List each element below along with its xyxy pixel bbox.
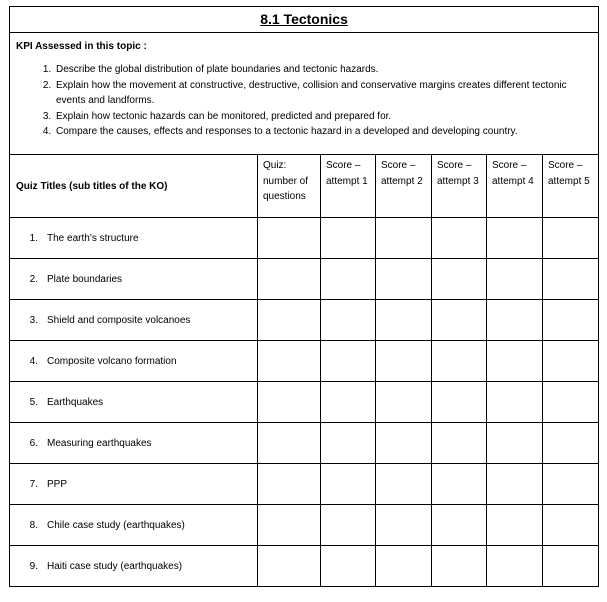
- score-attempt-2-cell[interactable]: [376, 300, 432, 341]
- table-row: [10, 464, 599, 505]
- table-row: [10, 218, 599, 259]
- score-attempt-1-cell[interactable]: [321, 382, 376, 423]
- quiz-count-cell[interactable]: [258, 300, 321, 341]
- kpi-item: 2. Explain how the movement at constructive, destructive, collision and conservative margins creates different tectonic events and landforms.: [54, 78, 598, 109]
- quiz-title: Haiti case study (earthquakes): [47, 560, 183, 572]
- score-attempt-2-cell[interactable]: [376, 382, 432, 423]
- table-row: [10, 505, 599, 546]
- score-attempt-3-cell[interactable]: [432, 423, 487, 464]
- score-attempt-5-cell[interactable]: [543, 259, 599, 300]
- table-row: [10, 382, 599, 423]
- score-attempt-2-cell[interactable]: [376, 464, 432, 505]
- score-attempt-1-cell[interactable]: [321, 259, 376, 300]
- score-attempt-3-header: Score – attempt 3: [432, 155, 487, 218]
- quiz-count-cell[interactable]: [258, 259, 321, 300]
- quiz-number: 1.: [29, 232, 38, 244]
- quiz-count-cell[interactable]: [258, 546, 321, 587]
- quiz-count-cell[interactable]: [258, 341, 321, 382]
- score-attempt-1-cell[interactable]: [321, 341, 376, 382]
- quiz-count-cell[interactable]: [258, 218, 321, 259]
- page-title: 8.1 Tectonics: [260, 11, 348, 27]
- score-attempt-2-cell[interactable]: [376, 259, 432, 300]
- score-attempt-4-cell[interactable]: [487, 259, 543, 300]
- quiz-title-cell: [10, 546, 258, 587]
- score-attempt-2-cell[interactable]: [376, 423, 432, 464]
- score-attempt-4-cell[interactable]: [487, 546, 543, 587]
- quiz-title-cell: [10, 300, 258, 341]
- score-attempt-4-cell[interactable]: [487, 505, 543, 546]
- score-attempt-2-header: Score – attempt 2: [376, 155, 432, 218]
- quiz-number: 8.: [29, 519, 38, 531]
- score-attempt-3-cell[interactable]: [432, 382, 487, 423]
- kpi-list: [10, 62, 598, 140]
- title-cell: [10, 7, 599, 33]
- quiz-number: 9.: [29, 560, 38, 572]
- score-attempt-3-cell[interactable]: [432, 505, 487, 546]
- score-attempt-3-cell[interactable]: [432, 259, 487, 300]
- kpi-item: 3. Explain how tectonic hazards can be monitored, predicted and prepared for.: [54, 109, 598, 125]
- score-attempt-4-cell[interactable]: [487, 382, 543, 423]
- quiz-number: 7.: [29, 478, 38, 490]
- score-attempt-5-cell[interactable]: [543, 423, 599, 464]
- table-row: [10, 300, 599, 341]
- score-attempt-5-header: Score – attempt 5: [543, 155, 599, 218]
- quiz-title-cell: [10, 259, 258, 300]
- table-row: [10, 423, 599, 464]
- score-attempt-4-cell[interactable]: [487, 341, 543, 382]
- kpi-heading: KPI Assessed in this topic :: [16, 41, 147, 52]
- quiz-number: 6.: [29, 437, 38, 449]
- score-attempt-3-cell[interactable]: [432, 300, 487, 341]
- score-attempt-1-cell[interactable]: [321, 300, 376, 341]
- score-attempt-4-header: Score – attempt 4: [487, 155, 543, 218]
- quiz-title-cell: [10, 423, 258, 464]
- table-row: [10, 341, 599, 382]
- score-attempt-4-cell[interactable]: [487, 464, 543, 505]
- score-attempt-5-cell[interactable]: [543, 505, 599, 546]
- score-attempt-4-cell[interactable]: [487, 218, 543, 259]
- score-attempt-2-cell[interactable]: [376, 218, 432, 259]
- score-attempt-3-cell[interactable]: [432, 464, 487, 505]
- quiz-title: Earthquakes: [47, 396, 104, 408]
- score-attempt-1-header: Score – attempt 1: [321, 155, 376, 218]
- table-header-row: [10, 155, 599, 218]
- table-row: [10, 546, 599, 587]
- quiz-title: Chile case study (earthquakes): [47, 519, 185, 531]
- score-attempt-4-cell[interactable]: [487, 300, 543, 341]
- score-attempt-5-cell[interactable]: [543, 546, 599, 587]
- quiz-count-cell[interactable]: [258, 505, 321, 546]
- quiz-number: 5.: [29, 396, 38, 408]
- score-attempt-1-cell[interactable]: [321, 464, 376, 505]
- quiz-count-cell[interactable]: [258, 464, 321, 505]
- score-attempt-5-cell[interactable]: [543, 300, 599, 341]
- score-attempt-5-cell[interactable]: [543, 464, 599, 505]
- score-attempt-1-cell[interactable]: [321, 546, 376, 587]
- quiz-count-header: Quiz: number of questions: [258, 155, 321, 218]
- score-attempt-1-cell[interactable]: [321, 505, 376, 546]
- score-attempt-2-cell[interactable]: [376, 341, 432, 382]
- quiz-title: PPP: [47, 478, 68, 490]
- score-attempt-1-cell[interactable]: [321, 423, 376, 464]
- score-attempt-5-cell[interactable]: [543, 382, 599, 423]
- quiz-title: Measuring earthquakes: [47, 437, 152, 449]
- score-attempt-5-cell[interactable]: [543, 341, 599, 382]
- score-attempt-3-cell[interactable]: [432, 218, 487, 259]
- score-attempt-3-cell[interactable]: [432, 341, 487, 382]
- table-row: [10, 259, 599, 300]
- quiz-title-cell: [10, 341, 258, 382]
- quiz-title: The earth’s structure: [47, 232, 139, 244]
- quiz-title-cell: [10, 505, 258, 546]
- quiz-title: Composite volcano formation: [47, 355, 177, 367]
- quiz-title: Shield and composite volcanoes: [47, 314, 191, 326]
- quiz-titles-header: Quiz Titles (sub titles of the KO): [10, 155, 258, 218]
- kpi-item: 4. Compare the causes, effects and responses to a tectonic hazard in a developed and developing country.: [54, 124, 598, 140]
- quiz-number: 3.: [29, 314, 38, 326]
- quiz-number: 2.: [29, 273, 38, 285]
- score-attempt-5-cell[interactable]: [543, 218, 599, 259]
- score-attempt-4-cell[interactable]: [487, 423, 543, 464]
- score-attempt-1-cell[interactable]: [321, 218, 376, 259]
- tracker-sheet: [9, 6, 598, 587]
- quiz-title-cell: [10, 464, 258, 505]
- score-attempt-2-cell[interactable]: [376, 505, 432, 546]
- quiz-count-cell[interactable]: [258, 382, 321, 423]
- quiz-title-cell: [10, 218, 258, 259]
- quiz-tracker-table: [9, 6, 599, 587]
- quiz-count-cell[interactable]: [258, 423, 321, 464]
- kpi-section: [10, 33, 599, 155]
- quiz-title: Plate boundaries: [47, 273, 123, 285]
- score-attempt-3-cell[interactable]: [432, 546, 487, 587]
- quiz-title-cell: [10, 382, 258, 423]
- score-attempt-2-cell[interactable]: [376, 546, 432, 587]
- kpi-item: 1. Describe the global distribution of plate boundaries and tectonic hazards.: [54, 62, 598, 78]
- quiz-number: 4.: [29, 355, 38, 367]
